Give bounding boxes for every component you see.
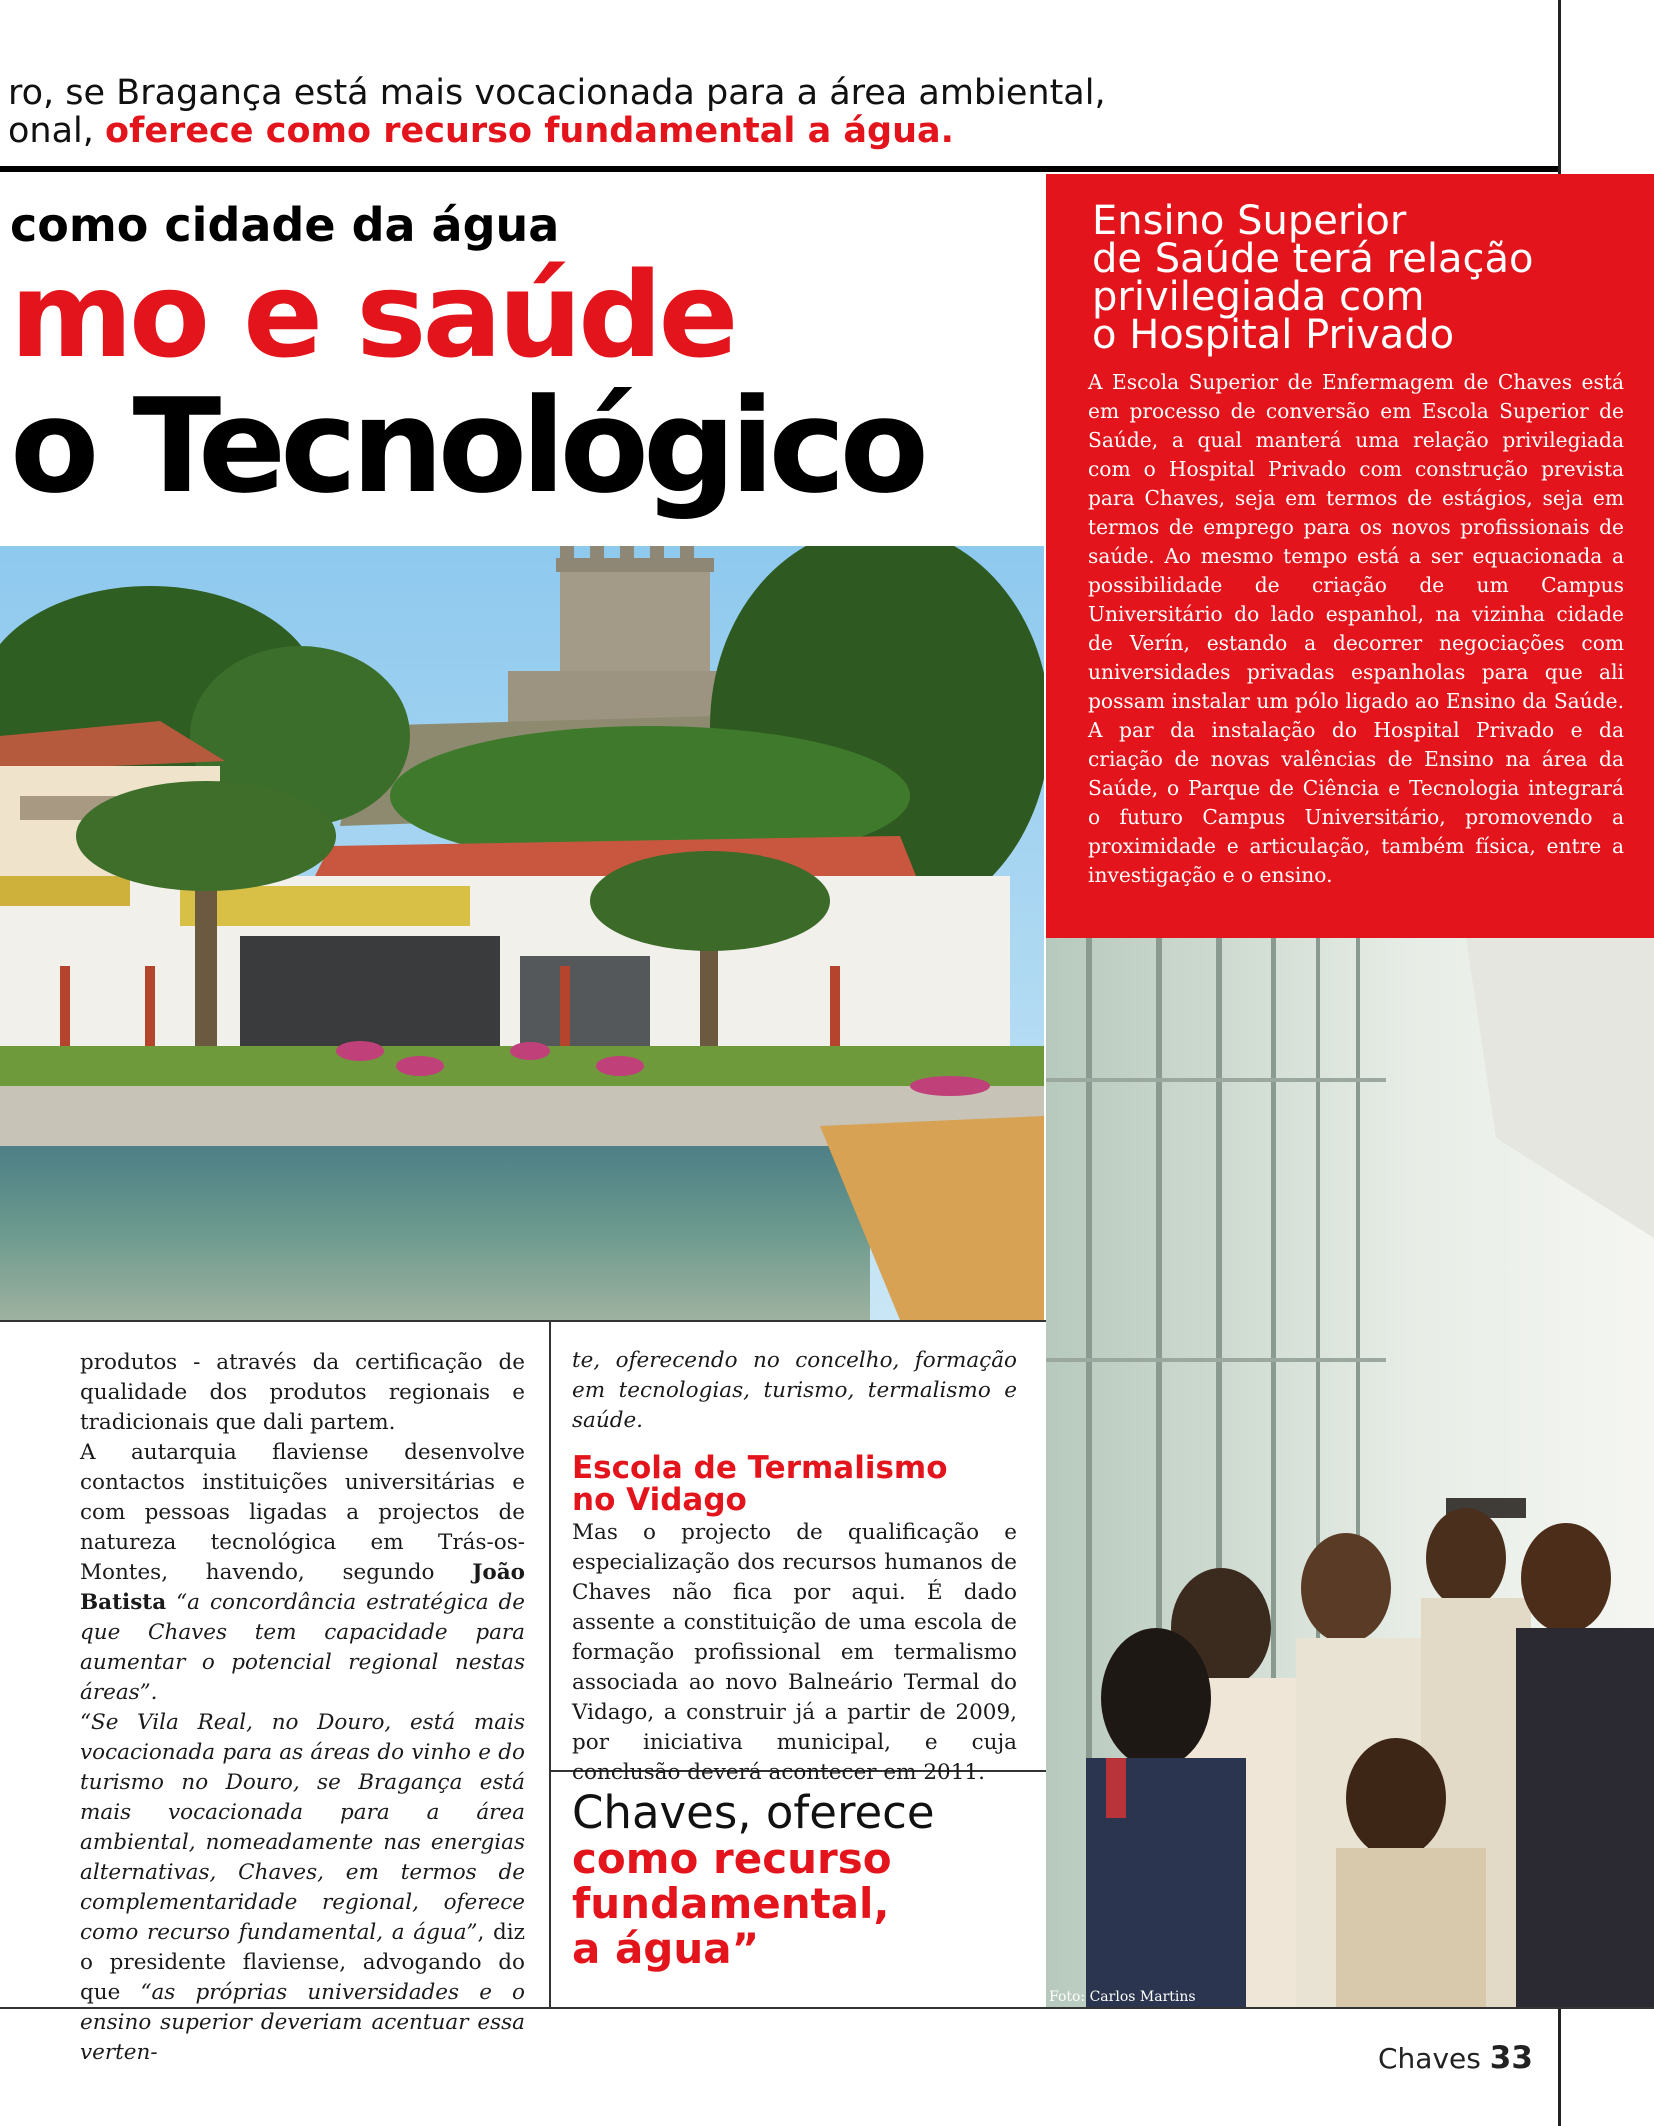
paragraph (572, 1346, 1017, 1436)
paragraph (80, 1708, 525, 2068)
top-pull-quote-line2 (8, 112, 1548, 150)
quote-text: te, oferecendo no concelho, formação em tecnologias, turismo, termalismo e saúde. (572, 1348, 1017, 1433)
article-column-right (572, 1346, 1017, 1788)
paragraph-text: A autarquia flaviense desenvolve contactos instituições universitárias e com pessoas ligadas a projectos de natureza tecnológica em Trás-os-Montes, havendo, segundo (80, 1440, 525, 1585)
paragraph: Mas o projecto de qualificação e especialização dos recursos humanos de Chaves não fica por aqui. É dado assente a constituição de uma escola de formação profissional em termalismo associada ao novo Balneário Termal do Vidago, a construir já a partir de 2009, por iniciativa municipal, e cuja conclusão deverá acontecer em 2011. (572, 1520, 1017, 1785)
sidebar-title-line: de Saúde terá relação (1092, 236, 1534, 282)
subheading-line: Escola de Termalismo (572, 1450, 948, 1486)
photo-bottom-rule (0, 1320, 1046, 1322)
photo-students-image (1046, 938, 1654, 2008)
folio-section: Chaves (1378, 2042, 1481, 2075)
photo-credit: Foto: Carlos Martins (1049, 1989, 1196, 2005)
paragraph-text: , diz o presidente flaviense, advogando do que (80, 1920, 525, 2005)
top-pull-quote-red: oferece como recurso fundamental a água. (105, 111, 954, 151)
article-column-left (80, 1348, 525, 2068)
headline-red-line: mo e saúde (10, 246, 735, 384)
photo-students (1046, 938, 1654, 2008)
sidebar-title-line: Ensino Superior (1092, 198, 1407, 244)
sidebar-title-line: o Hospital Privado (1092, 312, 1455, 358)
column-divider (549, 1322, 551, 2008)
sidebar-title (1092, 198, 1632, 358)
page-folio (1378, 2040, 1533, 2076)
quote-text: “Se Vila Real, no Douro, está mais vocacionada para as áreas do vinho e do turismo no Douro, se Bragança está mais vocacionada para a área ambiental, nomeadamente nas energias alternativas, Chaves, em termos de complementaridade regional, oferece como recurso fundamental, a água” (80, 1710, 525, 1945)
pull-quote-plain: Chaves, oferece (572, 1786, 935, 1839)
top-pull-quote-line1: ro, se Bragança está mais vocacionada para a área ambiental, (8, 73, 1106, 113)
top-pull-quote-plain: onal, (8, 111, 94, 151)
pull-quote-red-line: fundamental, (572, 1879, 890, 1928)
sidebar-title-line: privilegiada com (1092, 274, 1425, 320)
subheading (572, 1452, 1017, 1516)
subheading-line: no Vidago (572, 1482, 747, 1518)
person-name: João Batista (80, 1560, 525, 1615)
page-number: 33 (1489, 2040, 1533, 2076)
pull-quote-red-line: como recurso (572, 1834, 892, 1883)
paragraph (80, 1438, 525, 1708)
quote-text: “a concordância estratégica de que Chaves tem capacidade para aumentar o potencial regional nestas áreas”. (80, 1590, 525, 1705)
photo-castle-campus (0, 546, 1044, 1320)
pull-quote-red-line: a água” (572, 1924, 760, 1973)
headline-kicker: como cidade da água (10, 198, 560, 252)
quote-text: “as próprias universidades e o ensino superior deveriam acentuar essa verten- (80, 1980, 525, 2065)
sidebar-box (1046, 174, 1654, 938)
headline-black-line: o Tecnológico (10, 370, 923, 522)
top-rule (0, 166, 1560, 172)
top-pull-quote (8, 74, 1548, 150)
photo-castle-campus-image (0, 546, 1044, 1320)
bottom-pull-quote (572, 1786, 1042, 1973)
sidebar-body: A Escola Superior de Enfermagem de Chaves está em processo de conversão em Escola Superior de Saúde, a qual manterá uma relação privilegiada com o Hospital Privado com construção prevista para Chaves, seja em termos de estágios, seja em termos de emprego para os novos profissionais de saúde. Ao mesmo tempo está a ser equacionada a possibilidade de criação de um Campus Universitário do lado espanhol, na vizinha cidade de Verín, estando a decorrer negociações com universidades privadas espanholas para que ali possam instalar um pólo ligado ao Ensino da Saúde. A par da instalação do Hospital Privado e da criação de novas valências de Ensino na área da Saúde, o Parque de Ciência e Tecnologia integrará o futuro Campus Universitário, promovendo a proximidade e articulação, também física, entre a investigação e o ensino. (1088, 370, 1624, 887)
paragraph: produtos - através da certificação de qualidade dos produtos regionais e tradicionais que dali partem. (80, 1350, 525, 1435)
